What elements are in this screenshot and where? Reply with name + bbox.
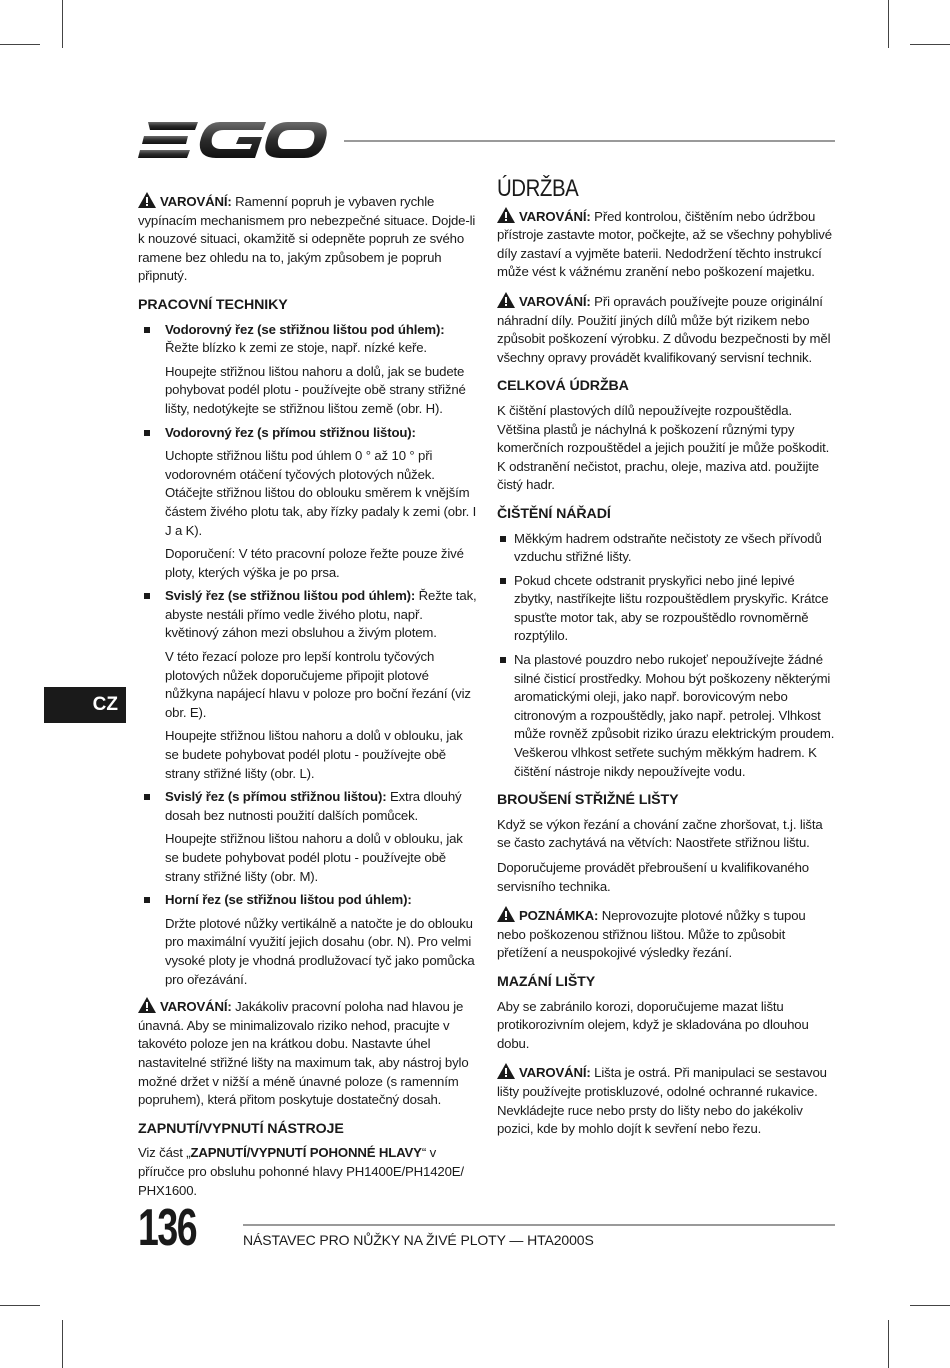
item-text: Měkkým hadrem odstraňte nečistoty ze všech přívodů vzduchu střižné lišty.	[514, 530, 822, 565]
warning-parts	[497, 292, 837, 367]
item-label: Svislý řez (se střižnou lištou pod úhlem):	[165, 588, 416, 604]
section-heading-cleaning: ČIŠTĚNÍ NÁŘADÍ	[497, 505, 611, 522]
item-paragraph: Držte plotové nůžky vertikálně a natočte je do oblouku pro maximální využití jejich dosahu (obr. N). Pro velmi vysoké ploty je vhodná prodlužovací tyč jako pomůcka pro ořezávání.	[165, 915, 475, 987]
list-item	[138, 321, 478, 358]
item-text: Pokud chcete odstranit pryskyřici nebo jiné lepivé zbytky, nastříkejte lištu rozpouštědlem pryskyřic. Krátce spusťte motor tak, aby se rozpouštědlo rovnoměrně rozptýlilo.	[514, 572, 829, 644]
bullet-icon	[144, 794, 150, 800]
list-item	[138, 891, 478, 910]
section-heading-general: CELKOVÁ ÚDRŽBA	[497, 378, 629, 395]
section-heading-techniques: PRACOVNÍ TECHNIKY	[138, 296, 288, 313]
warning-label: VAROVÁNÍ:	[160, 999, 232, 1015]
bullet-icon	[144, 593, 150, 599]
list-item	[138, 424, 478, 443]
general-paragraph: K čištění plastových dílů nepoužívejte rozpouštědla. Většina plastů je náchylná k poškození různými typy komerčních rozpouštědel a jejich použití je může poškodit. K odstranění nečistot, prachu, oleje, maziva atd. použijte čistý hadr.	[497, 402, 830, 493]
sharpen-paragraph: Doporučujeme provádět přebroušení u kvalifikovaného servisního technika.	[497, 860, 809, 894]
warning-text: Jakákoliv pracovní poloha nad hlavou je únavná. Aby se minimalizovalo riziko nehod, pracujte v takovéto poloze jen na krátkou dobu. Nastavte úhel nastavitelné střižné lišty na maximum tak, aby nástroj bylo možné držet v nižší a méně únavné poloze (s ramenním popruhem), která přitom poskytuje dostatečný dosah.	[138, 999, 469, 1108]
crop-mark	[0, 1305, 40, 1306]
warning-maintenance	[497, 207, 837, 282]
page-title: ÚDRŽBA	[497, 175, 579, 202]
item-text: Řežte tak, abyste nestáli přímo vedle živého plotu, např. květinový záhon mezi obsluhou a živým plotem.	[165, 588, 477, 641]
crop-mark	[0, 44, 40, 45]
item-paragraph: Houpejte střižnou lištou nahoru a dolů v oblouku, jak se budete pohybovat podél plotu - používejte obě strany střižné lišty (obr. M).	[165, 831, 463, 884]
item-label: Vodorovný řez (se střižnou lištou pod úhlem):	[165, 321, 445, 337]
warning-text: Ramenní popruh je vybaven rychle vypínacím mechanismem pro nebezpečné situace. Dojde-li k nouzové situaci, okamžitě si odepněte popruh ze svého ramene bez ohledu na to, jakým způsobem je popruh připnutý.	[138, 194, 476, 284]
item-paragraph: Doporučení: V této pracovní poloze řežte pouze živé ploty, kterých výška je po prsa.	[165, 546, 464, 580]
techniques-list	[138, 321, 478, 990]
list-item	[497, 651, 837, 781]
onoff-reference: ZAPNUTÍ/VYPNUTÍ POHONNÉ HLAVY	[190, 1145, 422, 1161]
warning-label: VAROVÁNÍ:	[519, 208, 591, 224]
item-text: Řežte blízko k zemi ze stoje, např. nízké keře.	[165, 340, 427, 356]
list-item	[497, 530, 837, 567]
onoff-paragraph	[138, 1144, 478, 1200]
right-column	[497, 175, 837, 1145]
section-heading-sharpening: BROUŠENÍ STŘIŽNÉ LIŠTY	[497, 792, 679, 809]
bullet-icon	[500, 578, 506, 584]
bullet-icon	[500, 657, 506, 663]
warning-strap	[138, 192, 478, 286]
crop-mark	[888, 0, 889, 48]
footer-rule	[243, 1224, 835, 1226]
crop-mark	[910, 44, 950, 45]
list-item	[497, 572, 837, 646]
warning-icon	[497, 207, 515, 223]
warning-text: Při opravách používejte pouze originální náhradní díly. Použití jiných dílů může být rizikem nebo způsobit poškození výrobku. Z důvodu bezpečnosti by měl všechny opravy provádět kvalifikovaný servisní technik.	[497, 293, 831, 365]
item-paragraph: Houpejte střižnou lištou nahoru a dolů v oblouku, jak se budete pohybovat podél plotu - používejte obě strany střižné lišty (obr. L).	[165, 728, 463, 781]
note	[497, 906, 837, 963]
bullet-icon	[500, 536, 506, 542]
section-heading-lubrication: MAZÁNÍ LIŠTY	[497, 973, 596, 990]
list-item	[138, 587, 478, 643]
section-heading-onoff: ZAPNUTÍ/VYPNUTÍ NÁSTROJE	[138, 1120, 344, 1137]
onoff-text: Viz část „	[138, 1145, 191, 1161]
item-label: Vodorovný řez (s přímou střižnou lištou):	[165, 424, 416, 440]
language-tab: CZ	[44, 687, 126, 723]
crop-mark	[62, 1320, 63, 1368]
warning-label: VAROVÁNÍ:	[519, 1065, 591, 1081]
crop-mark	[888, 1320, 889, 1368]
list-item	[138, 788, 478, 825]
bullet-icon	[144, 897, 150, 903]
crop-mark	[910, 1305, 950, 1306]
item-label: Svislý řez (s přímou střižnou lištou):	[165, 789, 387, 805]
warning-label: VAROVÁNÍ:	[160, 194, 232, 209]
warning-sharp-blade	[497, 1063, 837, 1138]
crop-mark	[62, 0, 63, 48]
warning-text: Před kontrolou, čištěním nebo údržbou přístroje zastavte motor, počkejte, až se všechny pohyblivé díly zastaví a vyjměte baterii. Nedodržení těchto instrukcí může vést k vážnému zranění nebo poškození majetku.	[497, 208, 832, 280]
page-number: 136	[138, 1199, 197, 1257]
header-rule	[344, 140, 835, 142]
note-label: POZNÁMKA:	[519, 908, 599, 924]
lube-paragraph: Aby se zabránilo korozi, doporučujeme mazat lištu protikorozivním olejem, když je skladována po dlouhou dobu.	[497, 998, 809, 1051]
warning-icon	[138, 192, 156, 208]
left-column	[138, 192, 478, 1206]
bullet-icon	[144, 327, 150, 333]
warning-label: VAROVÁNÍ:	[519, 293, 591, 309]
warning-icon	[497, 1063, 515, 1079]
warning-icon	[138, 997, 156, 1013]
item-text: Na plastové pouzdro nebo rukojeť nepoužívejte žádné silné čisticí prostředky. Mohou být poškozeny některými aromatickými oleji, jako např. borovicovým nebo citronovým a rozpouštědly, jako např. petrolej. Vlhkost může rovněž způsobit riziko úrazu elektrickým proudem. Veškerou vlhkost setřete suchým měkkým hadrem. K čištění nástroje nikdy nepoužívejte vodu.	[514, 652, 835, 779]
bullet-icon	[144, 430, 150, 436]
item-text: Extra dlouhý dosah bez nutnosti použití dalších pomůcek.	[165, 789, 462, 823]
warning-text: Lišta je ostrá. Při manipulaci se sestavou lišty používejte protiskluzové, odolné ochranné rukavice. Nevkládejte ruce nebo prsty do lišty nebo do jakékoliv pozici, kde by mohlo dojít k sevření nebo řezu.	[497, 1065, 827, 1137]
item-paragraph: Uchopte střižnou lištu pod úhlem 0 ° až 10 ° při vodorovném otáčení tyčových plotových nůžek. Otáčejte střižnou lištou do oblouku směrem k vnějším částem živého plotu tak, aby řízky padaly k zemi (obr. I J a K).	[165, 448, 477, 538]
warning-icon	[497, 906, 515, 922]
item-paragraph: Houpejte střižnou lištou nahoru a dolů, jak se budete pohybovat podél plotu - používejte obě strany střižné lišty, nedotýkejte se střižnou lištou země (obr. H).	[165, 363, 466, 416]
brand-logo	[138, 118, 328, 162]
item-label: Horní řez (se střižnou lištou pod úhlem):	[165, 892, 412, 908]
footer-title: NÁSTAVEC PRO NŮŽKY NA ŽIVÉ PLOTY — HTA2000S	[243, 1232, 594, 1248]
item-paragraph: V této řezací poloze pro lepší kontrolu tyčových plotových nůžek doporučujeme připojit plotové nůžkyna napájecí hlavu v poloze pro boční řezání (viz obr. E).	[165, 649, 471, 720]
warning-icon	[497, 292, 515, 308]
warning-overhead	[138, 997, 478, 1110]
sharpen-paragraph: Když se výkon řezání a chování začne zhoršovat, t.j. lišta se často zachytává na větvích: Naostřete střižnou lištu.	[497, 816, 823, 851]
onoff-text: “ v příručce pro obsluhu pohonné hlavy PH1400E/PH1420E/ PHX1600.	[138, 1145, 464, 1198]
note-text: Neprovozujte plotové nůžky s tupou nebo poškozenou střižnou lištou. Může to způsobit přetížení a neuspokojivé výsledky řezání.	[497, 908, 806, 961]
cleaning-list	[497, 530, 837, 782]
